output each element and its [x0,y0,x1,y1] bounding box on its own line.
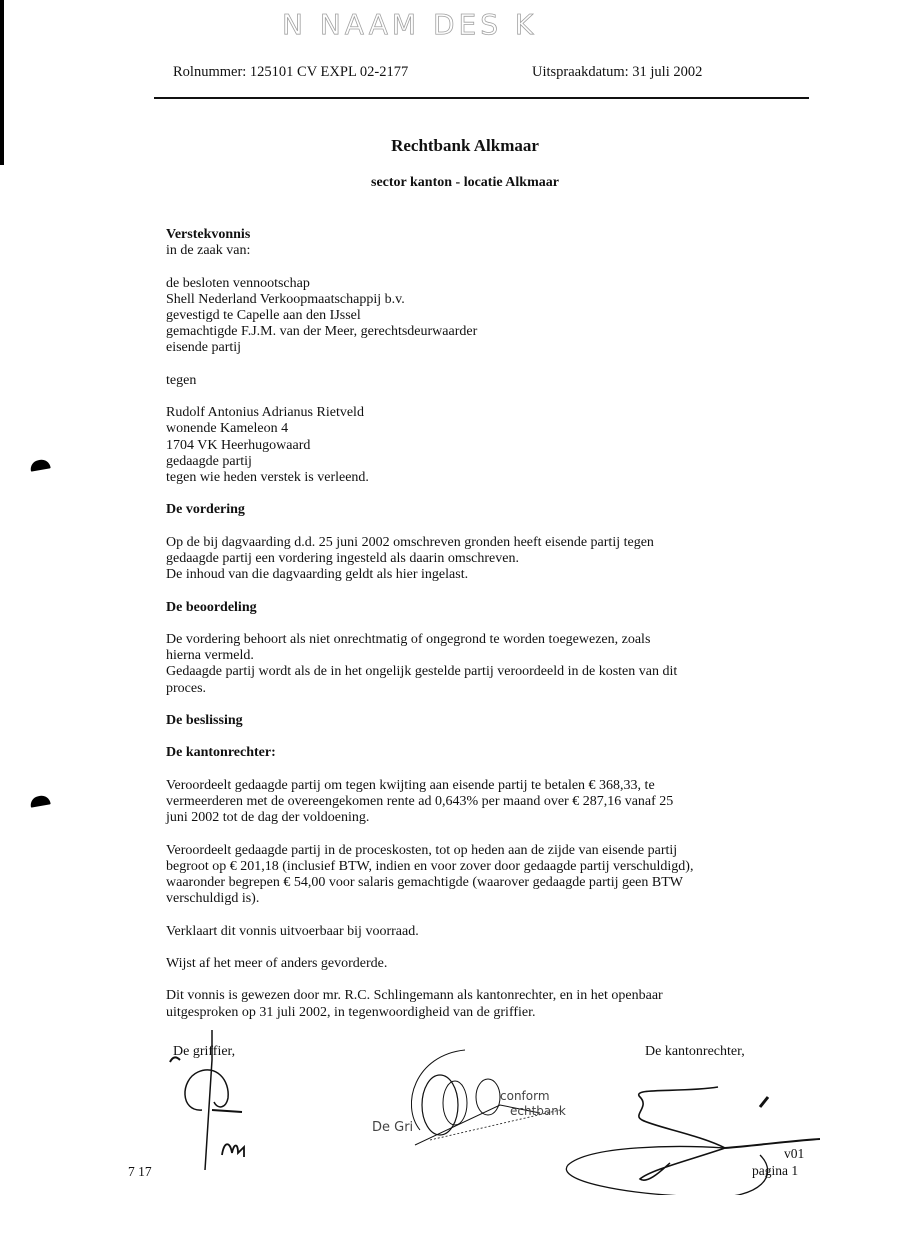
court-sector: sector kanton - locatie Alkmaar [371,175,559,190]
stamp-conform-text: conform [500,1089,550,1103]
beoordeling-line: Gedaagde partij wordt als de in het ongelijk gestelde partij veroordeeld in de kosten van dit [166,664,678,680]
vordering-line: gedaagde partij een vordering ingesteld als daarin omschreven. [166,550,519,566]
case-intro: in de zaak van: [166,243,251,259]
plaintiff-line: gevestigd te Capelle aan den IJssel [166,308,361,323]
vordering-line: De inhoud van die dagvaarding geldt als hier ingelast. [166,567,469,583]
section-heading-beslissing: De beslissing [166,712,243,728]
vordering-line: Op de bij dagvaarding d.d. 25 juni 2002 omschreven gronden heeft eisende partij tegen [166,534,654,550]
decision-line: Wijst af het meer of anders gevorderde. [166,955,388,971]
kantonrechter-label: De kantonrechter, [645,1044,745,1059]
section-heading-beoordeling: De beoordeling [166,599,257,615]
decision-line: Dit vonnis is gewezen door mr. R.C. Schlingemann als kantonrechter, en in het openbaar [166,988,663,1004]
punch-hole-mark [29,458,50,471]
plaintiff-line: de besloten vennootschap [166,275,310,291]
plaintiff-line: eisende partij [166,340,242,356]
defendant-line: Rudolf Antonius Adrianus Rietveld [166,405,364,421]
header-divider [154,97,809,99]
plaintiff-line: Shell Nederland Verkoopmaatschappij b.v. [166,291,405,307]
uitspraakdatum: Uitspraakdatum: 31 juli 2002 [532,64,703,80]
page-number: pagina 1 [752,1163,799,1178]
section-subheading-kantonrechter: De kantonrechter: [166,745,276,761]
plaintiff-line: gemachtigde F.J.M. van der Meer, gerechtsdeurwaarder [166,324,478,340]
defendant-line: wonende Kameleon 4 [166,421,289,437]
beoordeling-line: De vordering behoort als niet onrechtmatig of ongegrond te worden toegewezen, zoals [166,631,651,647]
beoordeling-line: proces. [166,680,207,696]
decision-line: uitgesproken op 31 juli 2002, in tegenwoordigheid van de griffier. [166,1004,536,1020]
stamp-left-text: De Gri [372,1120,414,1135]
stamp-bank-text: echtbank [510,1104,566,1118]
rolnummer: Rolnummer: 125101 CV EXPL 02-2177 [173,64,409,80]
judgment-type: Verstekvonnis [166,227,251,242]
defendant-line: 1704 VK Heerhugowaard [166,437,311,453]
defendant-line: gedaagde partij [166,453,252,469]
beoordeling-line: hierna vermeld. [166,648,254,664]
defendant-line: tegen wie heden verstek is verleend. [166,470,369,485]
faded-stamp-text: N NAAM DES K [282,8,538,41]
version-label: v01 [784,1146,805,1161]
decision-line: Verklaart dit vonnis uitvoerbaar bij voorraad. [166,923,419,939]
decision-line: Veroordeelt gedaagde partij in de proceskosten, tot op heden aan de zijde van eisende partij [166,842,678,858]
punch-hole-mark [29,794,50,807]
griffier-label: De griffier, [173,1044,236,1059]
griffier-signature [150,1030,270,1180]
decision-line: begroot op € 201,18 (inclusief BTW, indien en voor zover door gedaagde partij verschuldigd), [166,858,694,874]
plaintiff-block [166,276,806,357]
document-body [166,227,806,1021]
document-code: 7 17 [128,1164,152,1179]
decision-line: Veroordeelt gedaagde partij om tegen kwijting aan eisende partij te betalen € 368,33, te [166,777,655,793]
decision-line: waaronder begrepen € 54,00 voor salaris gemachtigde (waarover gedaagde partij geen BTW [166,874,684,890]
section-heading-vordering: De vordering [166,502,245,518]
versus: tegen [166,372,197,388]
court-name: Rechtbank Alkmaar [391,136,539,155]
decision-line: juni 2002 tot de dag der voldoening. [166,810,370,826]
defendant-block [166,405,806,486]
decision-line: vermeerderen met de overeengekomen rente ad 0,643% per maand over € 287,16 vanaf 25 [166,793,674,809]
decision-line: verschuldigd is). [166,891,260,907]
